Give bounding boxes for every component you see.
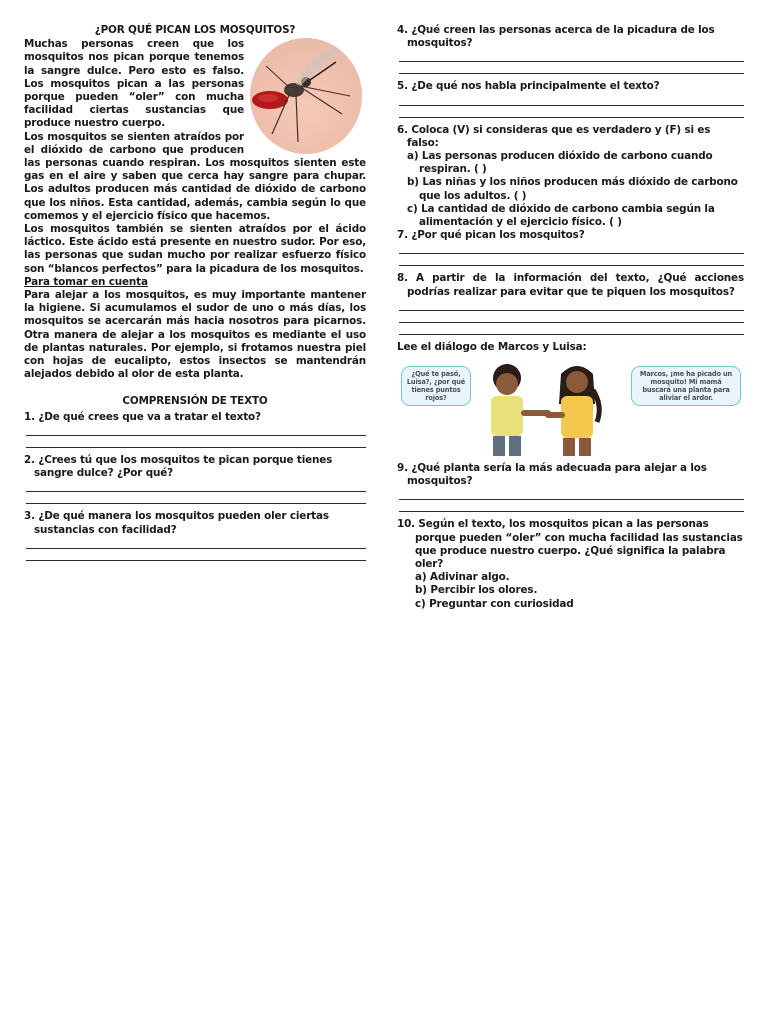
question-10: 10. Según el texto, los mosquitos pican a las personas porque pueden “oler” con mucha facilidad las sustancias que produce nuestro cuerpo. ¿Qué significa la palabra oler? xyxy=(397,518,743,571)
right-column xyxy=(397,24,744,611)
paragraph-4: Para alejar a los mosquitos, es muy importante mantener la higiene. Si acumulamos el sudor de uno o más días, los mosquitos se acercarán más hacia nosotros para picarnos. Otra manera de alejar a los mosquitos es mediante el uso de plantas naturales. Por ejemplo, si frotamos nuestra piel con hojas de eucalipto, estos insectos se mantendrán alejados debido al olor de esta planta. xyxy=(24,289,366,381)
speech-bubble-marcos xyxy=(401,366,471,406)
left-column xyxy=(24,24,366,561)
answer-line[interactable] xyxy=(26,492,366,504)
answer-line[interactable] xyxy=(399,50,744,62)
question-8: 8. A partir de la información del texto, ¿Qué acciones podrías realizar para evitar que te piquen los mosquitos? xyxy=(397,272,744,298)
answer-line[interactable] xyxy=(399,106,744,118)
question-4: 4. ¿Qué creen las personas acerca de la picadura de los mosquitos? xyxy=(397,24,715,50)
question-10-option-b[interactable]: b) Percibir los olores. xyxy=(415,584,538,597)
question-6-option-b[interactable]: b) Las niñas y los niños producen más dióxido de carbono que los adultos. ( ) xyxy=(407,176,738,202)
answer-line[interactable] xyxy=(399,299,744,311)
speech-bubble-luisa-text: Marcos, ¡me ha picado un mosquito! Mi mamá buscará una planta para aliviar el ardor. xyxy=(639,370,733,403)
speech-bubble-luisa xyxy=(631,366,741,406)
paragraph-1: Muchas personas creen que los mosquitos nos pican porque tenemos la sangre dulce. Pero esto es falso. Los mosquitos pican a las personas porque pueden “oler” con mucha facilidad ciertas sustancias que produce nuestro cuerpo. xyxy=(24,38,244,130)
answer-line[interactable] xyxy=(26,436,366,448)
question-5: 5. ¿De qué nos habla principalmente el texto? xyxy=(397,80,660,93)
answer-line[interactable] xyxy=(399,488,744,500)
answer-line[interactable] xyxy=(399,323,744,335)
answer-line[interactable] xyxy=(26,480,366,492)
question-1: 1. ¿De qué crees que va a tratar el texto? xyxy=(24,410,261,423)
answer-line[interactable] xyxy=(26,549,366,561)
comprehension-title: COMPRENSIÓN DE TEXTO xyxy=(122,395,268,408)
dialog-intro: Lee el diálogo de Marcos y Luisa: xyxy=(397,340,587,353)
answer-line[interactable] xyxy=(399,500,744,512)
answer-line[interactable] xyxy=(399,62,744,74)
question-6-option-a[interactable]: a) Las personas producen dióxido de carbono cuando respiran. ( ) xyxy=(407,150,713,176)
question-3: 3. ¿De qué manera los mosquitos pueden oler ciertas sustancias con facilidad? xyxy=(24,510,329,536)
answer-line[interactable] xyxy=(399,242,744,254)
reading-title: ¿POR QUÉ PICAN LOS MOSQUITOS? xyxy=(94,24,296,36)
answer-line[interactable] xyxy=(26,537,366,549)
question-7: 7. ¿Por qué pican los mosquitos? xyxy=(397,229,585,242)
paragraph-3: Los mosquitos también se sienten atraídos por el ácido láctico. Este ácido está presente en nuestro sudor. Por eso, las personas que sudan mucho por realizar esfuerzo físico son “blancos perfectos” para la picadura de los mosquitos. xyxy=(24,223,366,275)
question-10-option-a[interactable]: a) Adivinar algo. xyxy=(415,571,510,584)
speech-bubble-marcos-text: ¿Qué te pasó, Luisa?, ¿por qué tienes puntos rojos? xyxy=(406,370,466,403)
answer-line[interactable] xyxy=(399,254,744,266)
question-10-option-c[interactable]: c) Preguntar con curiosidad xyxy=(415,597,574,610)
answer-line[interactable] xyxy=(399,94,744,106)
subtitle-tomar-en-cuenta: Para tomar en cuenta xyxy=(24,275,148,288)
mosquito-image xyxy=(250,38,362,154)
paragraph-2: Los mosquitos se sienten atraídos por el dióxido de carbono que producen las personas cuando respiran. Los mosquitos sienten este gas en el aire y saben que cerca hay sangre para chupar. Los adultos producen más cantidad de dióxido de carbono que los niños. Esta cantidad, además, cambia según lo que comemos y el ejercicio físico que hacemos. xyxy=(24,130,366,222)
question-2: 2. ¿Crees tú que los mosquitos te pican porque tienes sangre dulce? ¿Por qué? xyxy=(24,453,333,480)
question-6: 6. Coloca (V) si consideras que es verdadero y (F) si es falso: xyxy=(397,123,711,149)
dialog-illustration xyxy=(397,360,743,456)
question-6-option-c[interactable]: c) La cantidad de dióxido de carbono cambia según la alimentación y el ejercicio físico. ( ) xyxy=(407,202,715,229)
question-9: 9. ¿Qué planta sería la más adecuada para alejar a los mosquitos? xyxy=(397,462,707,488)
answer-line[interactable] xyxy=(399,311,744,323)
answer-line[interactable] xyxy=(26,424,366,436)
